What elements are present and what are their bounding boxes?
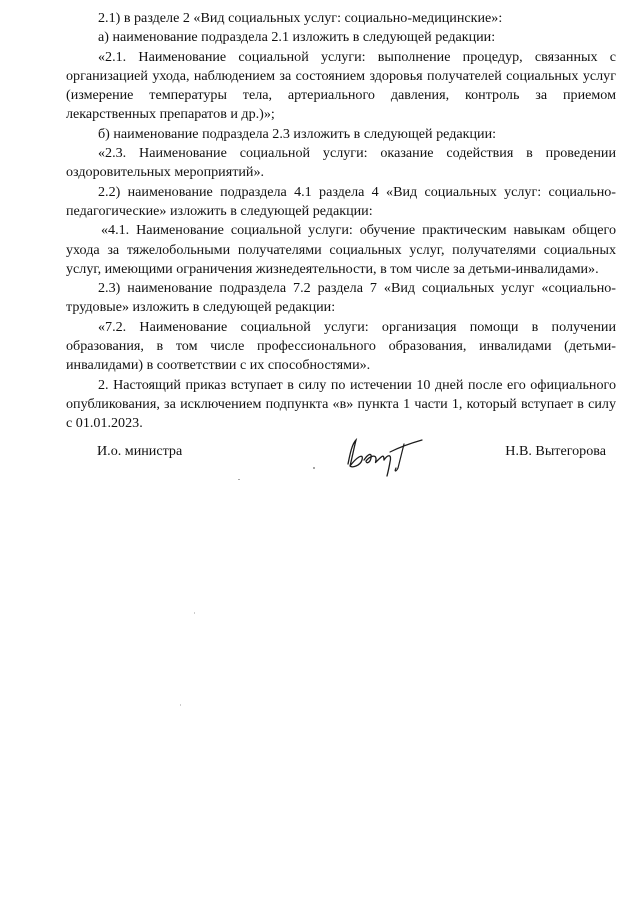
paragraph-2-1-quote: «2.1. Наименование социальной услуги: выполнение процедур, связанных с организацией ухода, наблюдением за состоянием здоровья получателей социальных услуг (измерение температуры тела, артериального давления, контроль за приемом лекарственных препаратов и др.)»; [66,48,616,123]
paragraph-effective-date: 2. Настоящий приказ вступает в силу по истечении 10 дней после его официального опубликования, за исключением подпункта «в» пункта 1 части 1, который вступает в силу с 01.01.2023. [66,376,616,432]
document-body [66,9,616,434]
scan-speck [238,479,240,480]
signatory-title: И.о. министра [97,443,183,459]
signatory-name: Н.В. Вытегорова [505,443,606,459]
paragraph-2-1: 2.1) в разделе 2 «Вид социальных услуг: социально-медицинские»: [98,10,503,26]
scan-speck [180,704,181,706]
paragraph-2-3-quote: «2.3. Наименование социальной услуги: оказание содействия в проведении оздоровительных мероприятий». [66,145,616,181]
paragraph-4-1-quote: «4.1. Наименование социальной услуги: обучение практическим навыкам общего ухода за тяжелобольными получателями социальных услуг, получателями социальных услуг, имеющими ограничения жизнедеятельности, в том числе за детьми-инвалидами». [66,222,616,277]
paragraph-2-2: 2.2) наименование подраздела 4.1 раздела 4 «Вид социальных услуг: социально-педагогические» изложить в следующей редакции: [66,183,616,219]
paragraph-7-2-quote: «7.2. Наименование социальной услуги: организация помощи в получении образования, в том числе профессионального образования, инвалидами (детьми-инвалидами) в соответствии с их способностями». [66,318,616,374]
handwritten-signature [338,430,428,480]
paragraph-2-1-a: а) наименование подраздела 2.1 изложить в следующей редакции: [98,29,496,46]
scan-speck [313,467,315,469]
paragraph-2-3: 2.3) наименование подраздела 7.2 раздела 7 «Вид социальных услуг «социально-трудовые» изложить в следующей редакции: [66,280,616,316]
signature-block [0,438,640,498]
scan-speck [194,612,195,614]
paragraph-2-1-b: б) наименование подраздела 2.3 изложить в следующей редакции: [98,125,497,142]
